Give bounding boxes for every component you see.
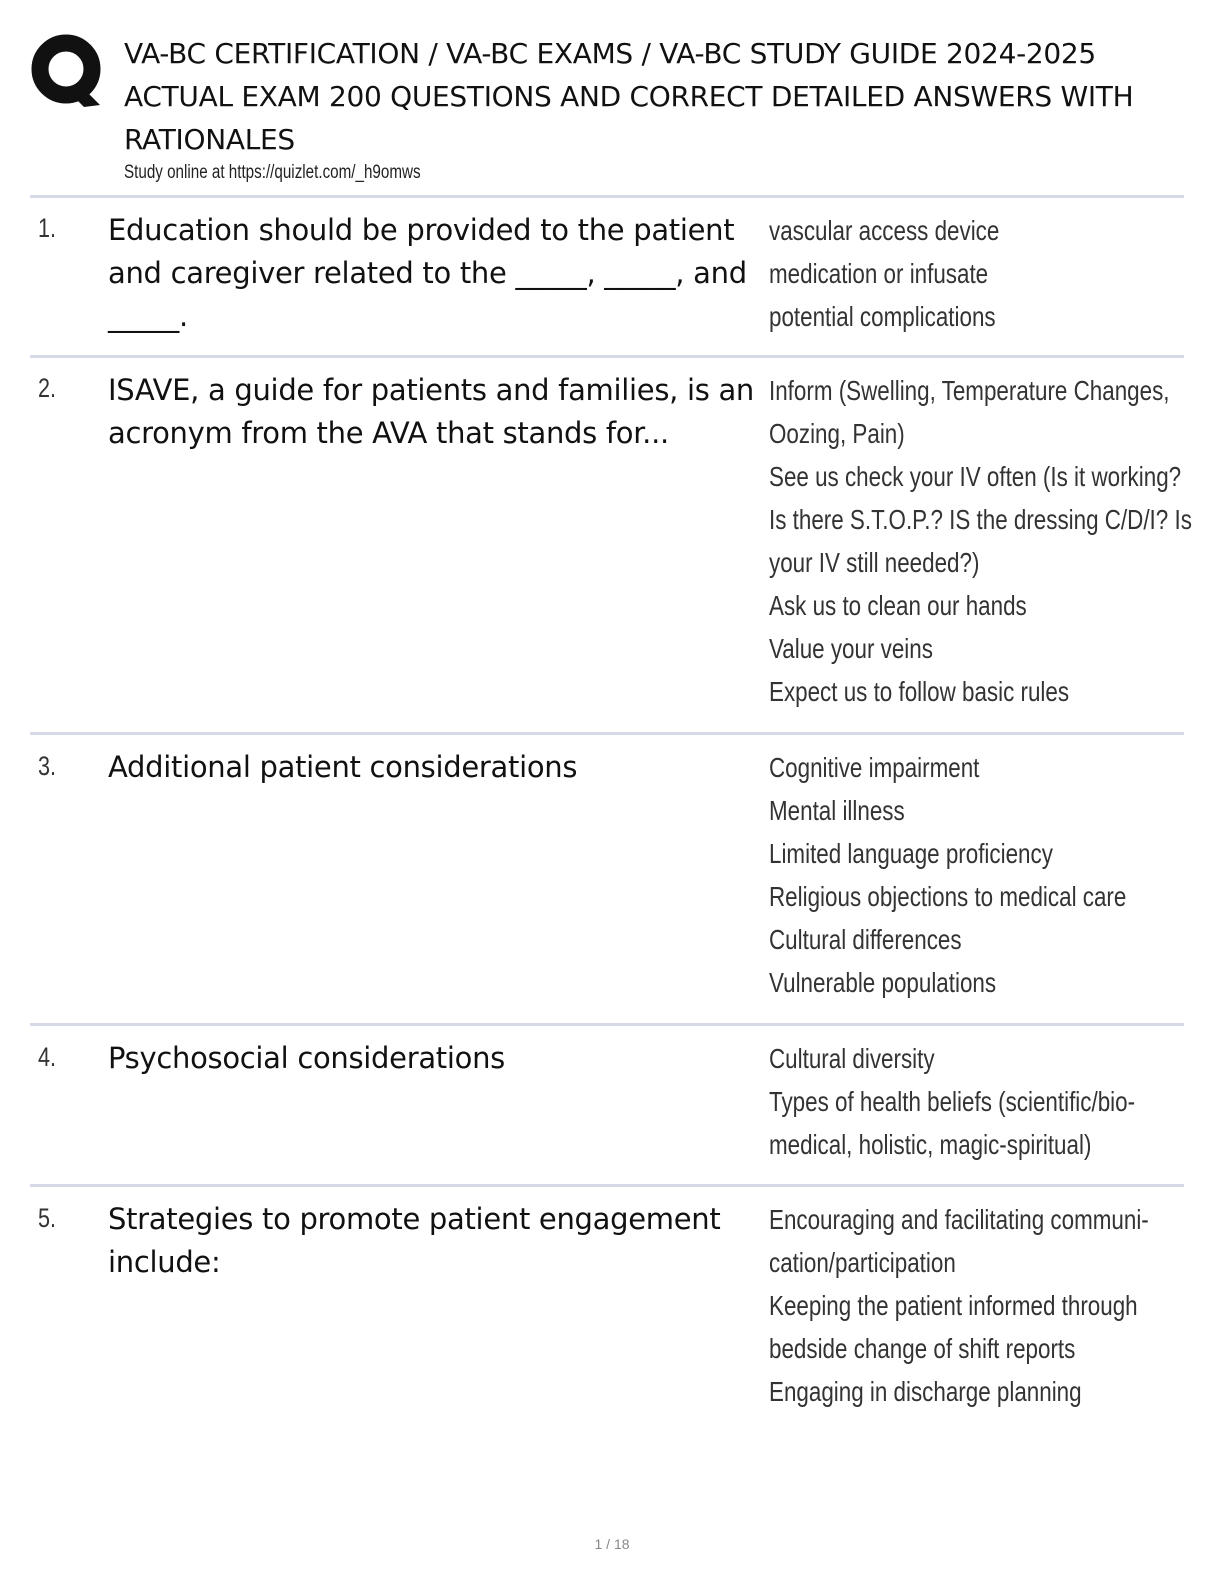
page-indicator: 1 / 18 — [594, 1536, 630, 1552]
card-number: 3. — [38, 751, 57, 781]
answer-line: Limited language proficiency — [769, 838, 1053, 869]
card-question: Strategies to promote patient engagement include: — [108, 1202, 721, 1279]
answer-line: vascular access device — [769, 215, 1000, 246]
card-answer — [769, 1198, 1173, 1413]
answer-line: Cognitive impairment — [769, 752, 980, 783]
answer-line: Inform (Swelling, Temperature Changes, — [769, 375, 1170, 406]
answer-line: Cultural differences — [769, 924, 962, 955]
study-online-link-text: Study online at https://quizlet.com/_h9omws — [124, 162, 421, 183]
answer-line: Engaging in discharge planning — [769, 1376, 1082, 1407]
answer-line: See us check your IV often (Is it working? — [769, 461, 1182, 492]
card-divider — [30, 1184, 1184, 1187]
card-number: 1. — [38, 213, 57, 243]
answer-line: Value your veins — [769, 633, 933, 664]
answer-line: your IV still needed?) — [769, 547, 980, 578]
card-answer — [769, 209, 1173, 338]
card-divider — [30, 732, 1184, 735]
answer-line: potential complications — [769, 301, 996, 332]
card-answer — [769, 1037, 1173, 1166]
answer-line: Encouraging and facilitating communi- — [769, 1204, 1149, 1235]
answer-line: cation/participation — [769, 1247, 956, 1278]
card-number: 5. — [38, 1203, 57, 1233]
answer-line: Keeping the patient informed through — [769, 1290, 1138, 1321]
card-question: Psychosocial considerations — [108, 1041, 505, 1075]
card-question: Additional patient considerations — [108, 750, 578, 784]
answer-line: Mental illness — [769, 795, 905, 826]
card-number: 2. — [38, 373, 57, 403]
card-number: 4. — [38, 1042, 57, 1072]
answer-line: Types of health beliefs (scientific/bio- — [769, 1086, 1136, 1117]
page-title: VA-BC CERTIFICATION / VA-BC EXAMS / VA-BC STUDY GUIDE 2024-2025 ACTUAL EXAM 200 QUESTIONS AND CORRECT DETAILED ANSWERS WITH RATIONALES — [124, 37, 1134, 156]
answer-line: Vulnerable populations — [769, 967, 997, 998]
header-divider — [30, 195, 1184, 198]
answer-line: bedside change of shift reports — [769, 1333, 1076, 1364]
answer-line: Is there S.T.O.P.? IS the dressing C/D/I? Is — [769, 504, 1192, 535]
card-question: ISAVE, a guide for patients and families, is an acronym from the AVA that stands for... — [108, 373, 755, 450]
answer-line: medical, holistic, magic-spiritual) — [769, 1129, 1092, 1160]
card-divider — [30, 355, 1184, 358]
answer-line: Ask us to clean our hands — [769, 590, 1027, 621]
quizlet-q-logo-icon — [30, 33, 104, 107]
card-answer — [769, 746, 1173, 1004]
answer-line: Cultural diversity — [769, 1043, 935, 1074]
answer-line: medication or infusate — [769, 258, 989, 289]
card-answer — [769, 369, 1192, 713]
answer-line: Expect us to follow basic rules — [769, 676, 1070, 707]
answer-line: Oozing, Pain) — [769, 418, 905, 449]
card-question: Education should be provided to the patient and caregiver related to the _____, _____, and _____. — [108, 213, 747, 333]
card-divider — [30, 1023, 1184, 1026]
answer-line: Religious objections to medical care — [769, 881, 1127, 912]
